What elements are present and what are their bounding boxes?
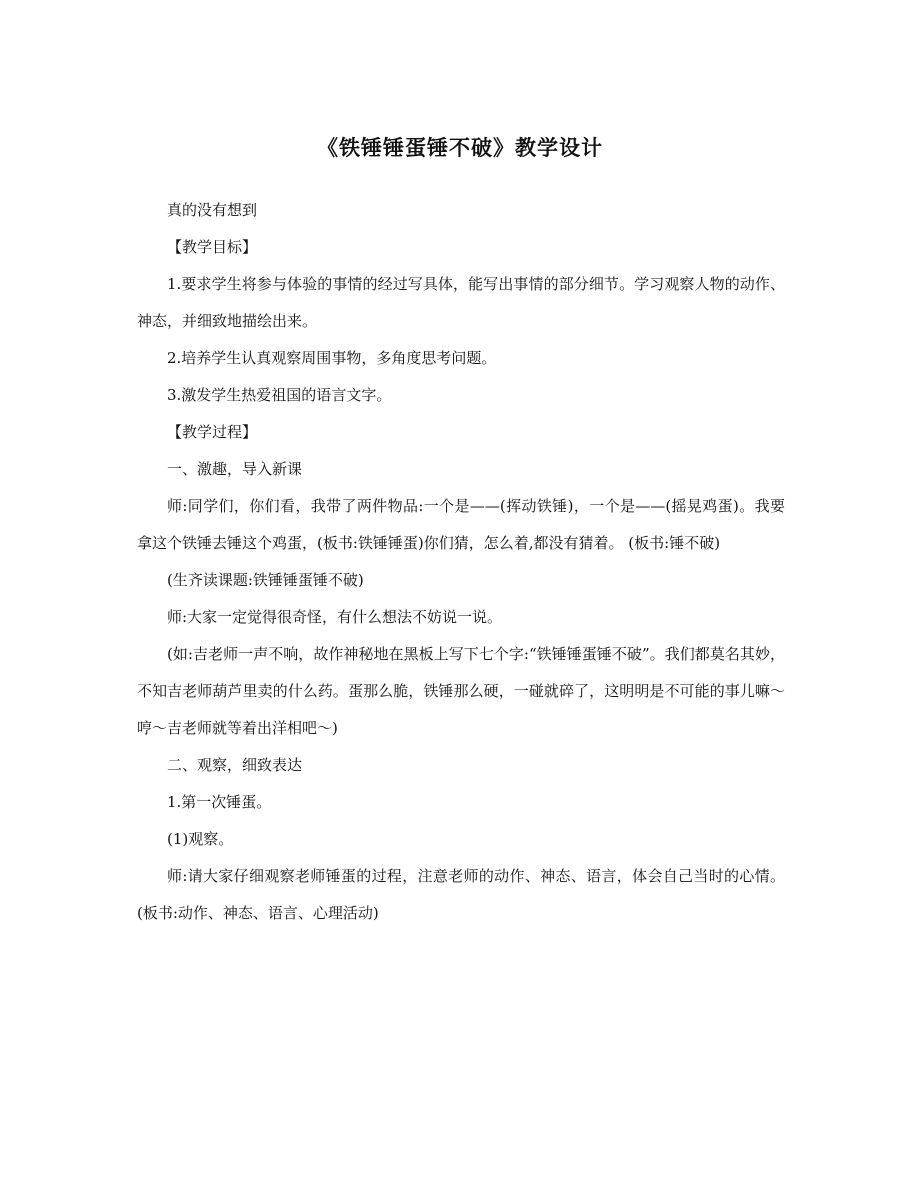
paragraph: 3.激发学生热爱祖国的语言文字。: [167, 386, 392, 404]
paragraph: 师:同学们，你们看，我带了两件物品:一个是——(挥动铁锤)，一个是——(摇晃鸡蛋)。我要拿这个铁锤去锤这个鸡蛋，(板书:铁锤锤蛋)你们猜，怎么着,都没有猜着。 (板书:锤不破): [137, 497, 785, 552]
document-title: 《铁锤锤蛋锤不破》教学设计: [317, 135, 603, 160]
paragraph: 1.要求学生将参与体验的事情的经过写具体，能写出事情的部分细节。学习观察人物的动作、神态，并细致地描绘出来。: [137, 275, 785, 330]
paragraph: (生齐读课题:铁锤锤蛋锤不破): [167, 571, 364, 589]
paragraph: 一、激趣，导入新课: [167, 460, 303, 478]
document-body: [137, 192, 785, 932]
paragraph: 师:请大家仔细观察老师锤蛋的过程，注意老师的动作、神态、语言，体会自己当时的心情。(板书:动作、神态、语言、心理活动): [137, 867, 785, 922]
paragraph: 1.第一次锤蛋。: [167, 793, 272, 811]
paragraph: 二、观察，细致表达: [167, 756, 303, 774]
paragraph: (如:吉老师一声不响，故作神秘地在黑板上写下七个字:“铁锤锤蛋锤不破”。我们都莫名其妙，不知吉老师葫芦里卖的什么药。蛋那么脆，铁锤那么硬，一碰就碎了，这明明是不可能的事儿嘛～哼～吉老师就等着出洋相吧～): [137, 645, 785, 737]
section-heading: 【教学目标】: [167, 238, 258, 256]
paragraph: 2.培养学生认真观察周围事物，多角度思考问题。: [167, 349, 497, 367]
paragraph: 师:大家一定觉得很奇怪，有什么想法不妨说一说。: [167, 608, 503, 626]
paragraph: (1)观察。: [167, 830, 234, 848]
paragraph: 真的没有想到: [167, 201, 258, 219]
section-heading: 【教学过程】: [167, 423, 258, 441]
